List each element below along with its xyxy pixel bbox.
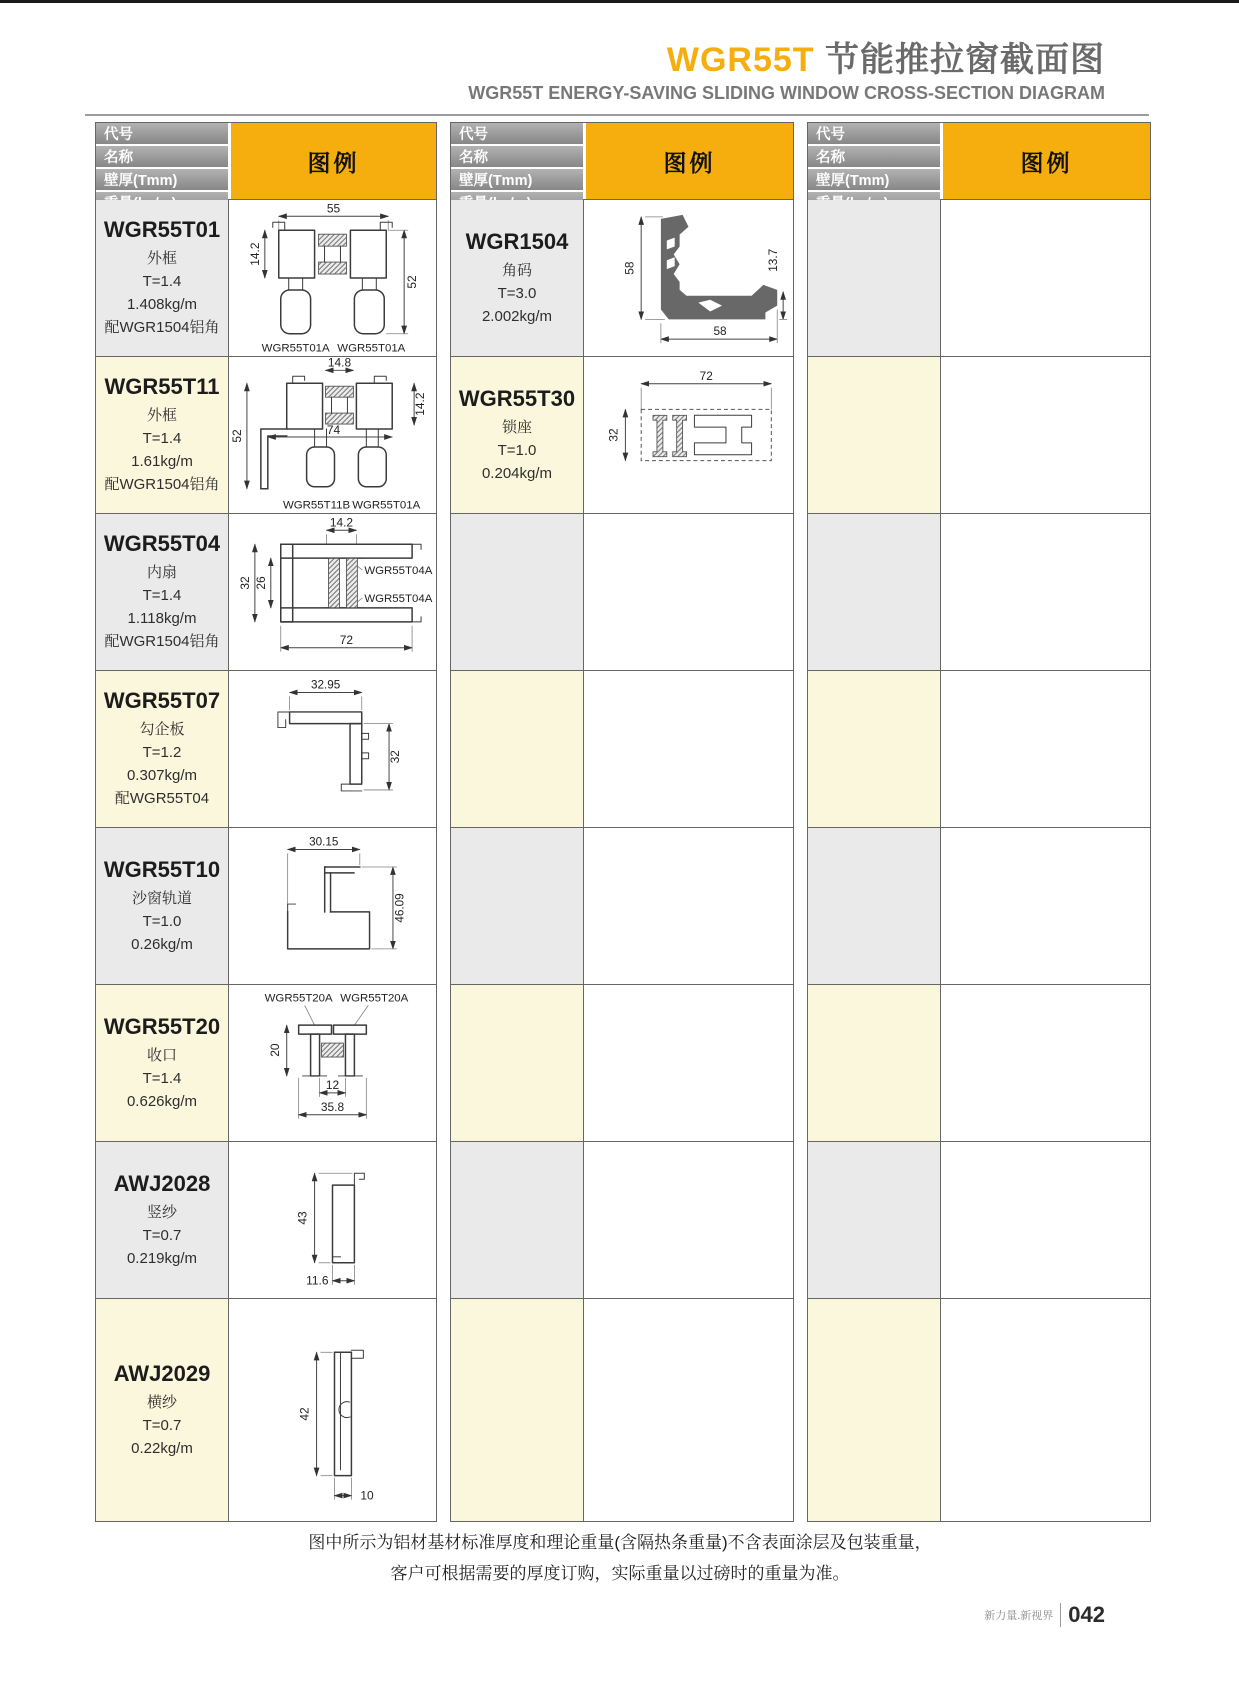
- header-legend: 图例: [943, 123, 1150, 199]
- page-title-cn: 节能推拉窗截面图: [825, 41, 1105, 79]
- profile-name: 沙窗轨道: [131, 889, 192, 907]
- row-wgr55t10: [96, 828, 436, 985]
- dim-label: 12: [325, 1077, 340, 1092]
- profile-code: WGR55T11: [104, 374, 220, 399]
- profile-name: 锁座: [501, 418, 532, 436]
- profile-thickness: T=1.4: [142, 587, 182, 604]
- profile-thickness: T=1.2: [142, 744, 182, 761]
- row-empty: [808, 1142, 1150, 1299]
- row-empty: [808, 671, 1150, 828]
- row-empty: [451, 1299, 793, 1521]
- cross-section-diagram-wgr55t10: [229, 828, 436, 984]
- header-code: 代号: [808, 123, 940, 146]
- header-thickness: 壁厚(Tmm): [451, 169, 583, 192]
- profile-note: 配WGR1504铝角: [104, 476, 220, 493]
- page-footer: [984, 1602, 1105, 1628]
- dim-label: 52: [405, 275, 420, 289]
- table-header: [451, 123, 793, 200]
- profile-thickness: T=1.4: [142, 1069, 182, 1087]
- row-empty: [451, 828, 793, 985]
- profile-code: WGR55T01: [103, 217, 221, 242]
- cross-section-diagram-wgr55t04: [229, 514, 436, 670]
- profile-weight: 2.002kg/m: [481, 307, 553, 325]
- dim-label: 46.09: [393, 893, 407, 923]
- row-wgr1504: [451, 200, 793, 357]
- profile-info: [96, 1142, 229, 1298]
- dim-label: 35.8: [320, 1099, 345, 1114]
- profile-thickness: T=3.0: [497, 284, 537, 302]
- part-label: WGR55T01A: [261, 342, 330, 355]
- header-label-column: [451, 123, 586, 199]
- cross-section-diagram-wgr55t30: [584, 357, 793, 513]
- row-empty: [808, 357, 1150, 514]
- header-thickness: 壁厚(Tmm): [96, 169, 228, 192]
- dim-label: 32.95: [311, 678, 341, 692]
- profile-name: 收口: [146, 1046, 177, 1064]
- dim-label: 32: [237, 576, 252, 590]
- profile-code: WGR55T10: [103, 856, 221, 882]
- row-empty: [808, 200, 1150, 357]
- part-label: WGR55T01A: [352, 499, 421, 512]
- profile-table-2: [450, 122, 794, 1522]
- row-empty: [451, 985, 793, 1142]
- profile-code: AWJ2028: [113, 1170, 211, 1196]
- row-empty: [451, 671, 793, 828]
- dim-label: 52: [229, 429, 244, 443]
- dim-label: 58: [713, 324, 727, 339]
- profile-note: 配WGR55T04: [114, 790, 210, 807]
- profile-weight: 0.307kg/m: [126, 767, 198, 784]
- profile-thickness: T=1.0: [142, 912, 182, 930]
- footnote: [95, 1527, 1145, 1589]
- profile-info: [96, 200, 229, 356]
- row-wgr55t01: [96, 200, 436, 357]
- dim-label: 26: [253, 576, 268, 590]
- row-empty: [451, 1142, 793, 1299]
- profile-code: AWJ2029: [113, 1360, 211, 1386]
- profile-table-3: [807, 122, 1151, 1522]
- part-label: WGR55T20A: [264, 992, 333, 1005]
- profile-name: 角码: [501, 261, 532, 279]
- header-name: 名称: [808, 146, 940, 169]
- profile-info: [96, 985, 229, 1141]
- profile-code: WGR1504: [465, 228, 569, 254]
- row-wgr55t11: [96, 357, 436, 514]
- dim-label: 10: [360, 1488, 374, 1503]
- profile-weight: 1.118kg/m: [127, 610, 197, 627]
- profile-name: 外框: [146, 250, 177, 267]
- dim-label: 55: [326, 201, 341, 216]
- profile-thickness: T=1.0: [497, 441, 537, 459]
- row-awj2028: [96, 1142, 436, 1299]
- cross-section-diagram-wgr1504: [584, 200, 793, 356]
- profile-name: 外框: [146, 407, 177, 424]
- cross-section-diagram-wgr55t11: [229, 357, 436, 513]
- profile-note: 配WGR1504铝角: [104, 633, 220, 650]
- profile-info: [451, 200, 584, 356]
- profile-info: [451, 357, 584, 513]
- page-top-rule: [0, 0, 1239, 3]
- footer-divider: [1060, 1603, 1061, 1627]
- profile-note: 配WGR1504铝角: [104, 319, 220, 336]
- header-label-column: [96, 123, 231, 199]
- profile-info: [96, 828, 229, 984]
- part-label: WGR55T20A: [340, 992, 409, 1005]
- dim-label: 14.2: [329, 515, 354, 530]
- profile-code: WGR55T30: [458, 385, 576, 411]
- title-rule: [85, 114, 1149, 116]
- dim-label: 42: [297, 1407, 312, 1421]
- profile-code: WGR55T20: [103, 1013, 221, 1039]
- footnote-line1: 图中所示为铝材基材标准厚度和理论重量(含隔热条重量)不含表面涂层及包装重量，: [308, 1533, 932, 1552]
- page-title-code: WGR55T: [666, 41, 815, 79]
- part-label: WGR55T11B: [282, 499, 351, 512]
- profile-name: 横纱: [146, 1393, 177, 1411]
- table-header: [808, 123, 1150, 200]
- row-empty: [808, 828, 1150, 985]
- row-empty: [808, 514, 1150, 671]
- row-awj2029: [96, 1299, 436, 1521]
- dim-label: 58: [622, 261, 637, 275]
- profile-name: 内扇: [146, 564, 177, 581]
- page-subtitle: WGR55T ENERGY-SAVING SLIDING WINDOW CROSS-SECTION DIAGRAM: [468, 83, 1105, 103]
- profile-code: WGR55T04: [103, 531, 221, 556]
- dim-label: 72: [339, 632, 354, 647]
- profile-thickness: T=0.7: [142, 1226, 182, 1244]
- row-empty: [808, 1299, 1150, 1521]
- profile-name: 竖纱: [146, 1203, 177, 1221]
- dim-label: 32: [388, 750, 402, 764]
- profile-thickness: T=1.4: [142, 273, 182, 290]
- cross-section-diagram-wgr55t20: [229, 985, 436, 1141]
- profile-info: [96, 357, 229, 513]
- cross-section-diagram-wgr55t07: [229, 671, 436, 827]
- profile-thickness: T=1.4: [142, 430, 182, 447]
- profile-info: [96, 1299, 229, 1521]
- row-wgr55t30: [451, 357, 793, 514]
- dim-label: 11.6: [306, 1273, 329, 1288]
- profile-info: [96, 671, 229, 827]
- title-block: [468, 40, 1105, 104]
- table-header: [96, 123, 436, 200]
- profile-weight: 0.626kg/m: [126, 1092, 198, 1110]
- dim-label: 43: [295, 1211, 310, 1225]
- header-label-column: [808, 123, 943, 199]
- dim-label: 20: [267, 1043, 282, 1057]
- dim-label: 14.2: [413, 392, 428, 416]
- header-legend: 图例: [586, 123, 793, 199]
- header-legend: 图例: [231, 123, 436, 199]
- part-label: WGR55T04A: [364, 565, 433, 578]
- profile-weight: 1.61kg/m: [131, 453, 193, 470]
- footer-brand: 新力量.新视界: [984, 1610, 1054, 1622]
- dim-label: 72: [699, 368, 713, 383]
- profile-tables: [95, 122, 1151, 1522]
- row-empty: [808, 985, 1150, 1142]
- part-label: WGR55T01A: [337, 342, 406, 355]
- profile-weight: 0.204kg/m: [481, 464, 553, 482]
- profile-thickness: T=0.7: [142, 1416, 182, 1434]
- profile-weight: 1.408kg/m: [126, 296, 198, 313]
- header-name: 名称: [451, 146, 583, 169]
- profile-weight: 0.219kg/m: [126, 1249, 198, 1267]
- dim-label: 13.7: [766, 248, 781, 272]
- page-title: [468, 40, 1105, 80]
- cross-section-diagram-awj2029: [229, 1299, 436, 1521]
- dim-label: 30.15: [309, 835, 339, 849]
- cross-section-diagram-wgr55t01: [229, 200, 436, 356]
- profile-table-1: [95, 122, 437, 1522]
- dim-label: 74: [326, 423, 341, 438]
- profile-weight: 0.26kg/m: [131, 935, 193, 953]
- part-label: WGR55T04A: [364, 592, 433, 605]
- cross-section-diagram-awj2028: [229, 1142, 436, 1298]
- footnote-line2: 客户可根据需要的厚度订购，实际重量以过磅时的重量为准。: [390, 1564, 850, 1583]
- footer-page-number: 042: [1068, 1602, 1105, 1627]
- row-wgr55t07: [96, 671, 436, 828]
- header-code: 代号: [451, 123, 583, 146]
- row-empty: [451, 514, 793, 671]
- profile-info: [96, 514, 229, 670]
- profile-code: WGR55T07: [103, 688, 221, 713]
- profile-name: 勾企板: [139, 721, 185, 738]
- dim-label: 14.8: [327, 357, 352, 370]
- header-thickness: 壁厚(Tmm): [808, 169, 940, 192]
- dim-label: 32: [606, 428, 621, 442]
- header-name: 名称: [96, 146, 228, 169]
- header-code: 代号: [96, 123, 228, 146]
- profile-weight: 0.22kg/m: [131, 1439, 193, 1457]
- dim-label: 14.2: [247, 242, 262, 266]
- row-wgr55t04: [96, 514, 436, 671]
- row-wgr55t20: [96, 985, 436, 1142]
